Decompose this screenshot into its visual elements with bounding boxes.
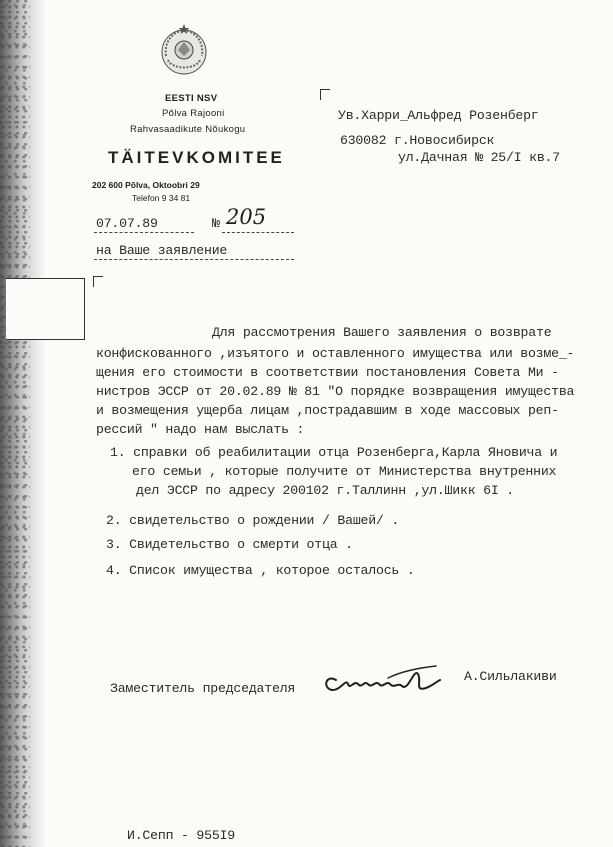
executor-note: И.Сепп - 955I9 xyxy=(127,828,235,843)
letter-number: 205 xyxy=(226,205,267,229)
recipient-city: 630082 г.Новосибирск xyxy=(340,133,495,148)
number-underline xyxy=(222,232,294,233)
letter-date: 07.07.89 xyxy=(96,216,158,231)
scan-speckle xyxy=(0,0,30,847)
list-item-4: 4. Список имущества , которое осталось . xyxy=(106,563,415,578)
signatory-name: А.Сильлакиви xyxy=(464,669,557,684)
letterhead-line1: EESTI NSV xyxy=(165,93,218,104)
regarding-underline xyxy=(94,259,294,260)
recipient-street: ул.Дачная № 25/I кв.7 xyxy=(398,150,560,165)
letterhead-phone: Telefon 9 34 81 xyxy=(132,193,191,203)
letter-regarding: на Ваше заявление xyxy=(96,243,228,258)
body-line-3: щения его стоимости в соответствии постановления Совета Ми - xyxy=(96,365,559,380)
letterhead-line3: Rahvasaadikute Nõukogu xyxy=(130,124,246,135)
letter-number-label: № xyxy=(212,216,220,231)
text-corner-mark xyxy=(93,276,103,287)
coat-of-arms-icon xyxy=(158,22,210,78)
list-item-3: 3. Свидетельство о смерти отца . xyxy=(106,537,353,552)
list-item-2: 2. свидетельство о рождении / Вашей/ . xyxy=(106,513,400,528)
body-line-1: Для рассмотрения Вашего заявления о возврате xyxy=(212,325,552,340)
body-line-5: и возмещения ущерба лицам ,пострадавшим в ходе массовых реп- xyxy=(96,403,559,418)
letterhead-line2: Põlva Rajooni xyxy=(162,108,225,119)
recipient-name: Ув.Харри_Альфред Розенберг xyxy=(338,108,539,123)
body-line-2: конфискованного ,изъятого и оставленного имущества или возме_- xyxy=(96,346,575,361)
body-line-6: рессий " надо нам выслать : xyxy=(96,422,305,437)
signature-icon xyxy=(318,658,450,698)
letterhead-address: 202 600 Põlva, Oktoobri 29 xyxy=(92,180,200,190)
address-corner-mark xyxy=(320,89,330,100)
list-item-1c: дел ЭССР по адресу 200102 г.Таллинн ,ул.Шикк 6I . xyxy=(136,483,514,498)
paper-edge-box xyxy=(6,278,85,340)
body-line-4: нистров ЭССР от 20.02.89 № 81 "О порядке возвращения имущества xyxy=(96,384,575,399)
list-item-1a: 1. справки об реабилитации отца Розенберга,Карла Яновича и xyxy=(110,445,558,460)
list-item-1b: его семьи , которые получите от Министерства внутренних xyxy=(132,464,557,479)
letterhead-title: TÄITEVKOMITEE xyxy=(108,148,285,167)
date-underline xyxy=(94,232,194,233)
signatory-position: Заместитель председателя xyxy=(110,681,296,696)
